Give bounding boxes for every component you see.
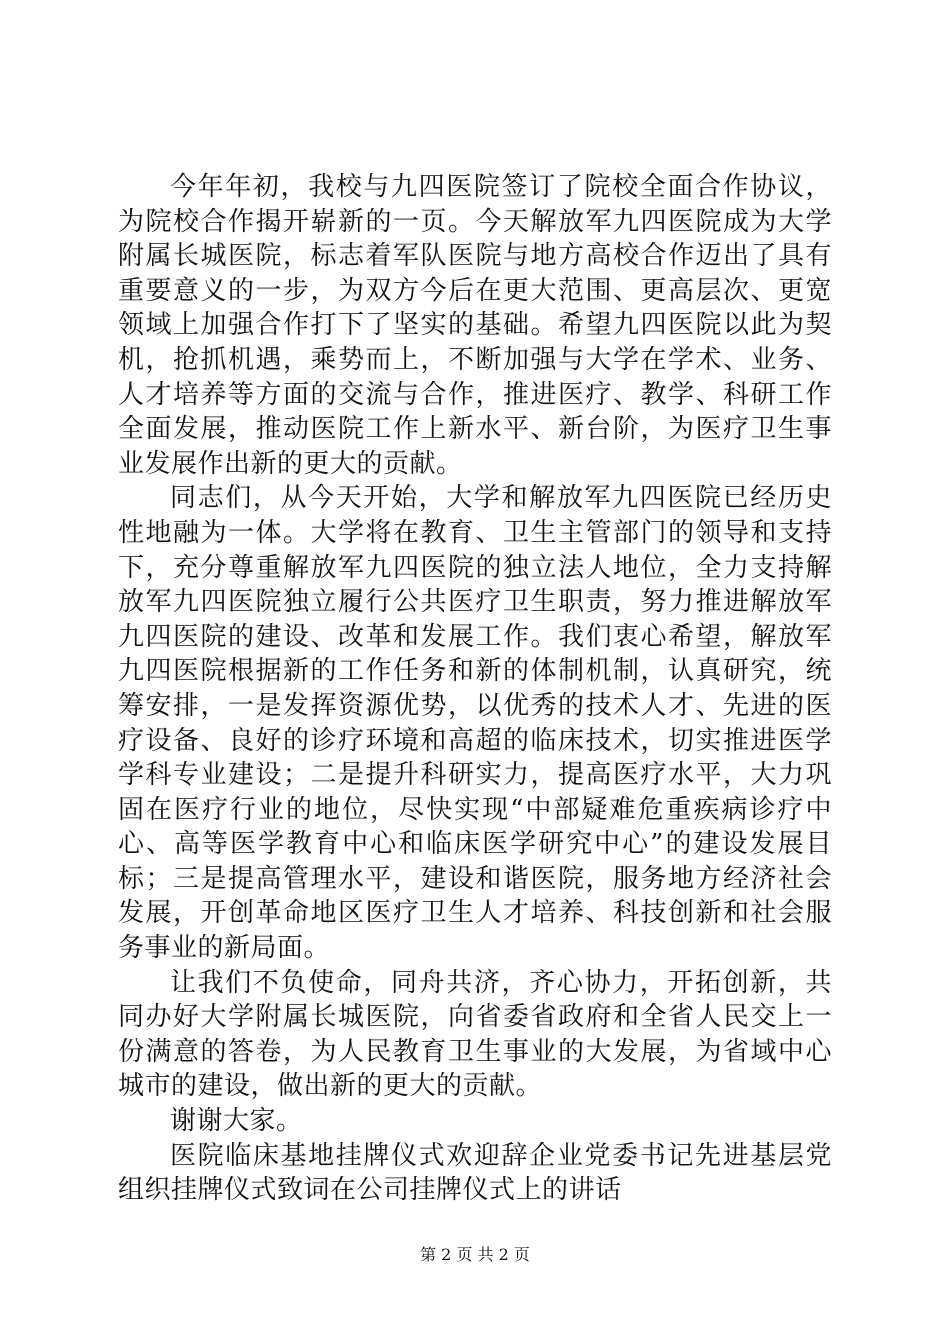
paragraph-mission: 让我们不负使命，同舟共济，齐心协力，开拓创新，共同办好大学附属长城医院，向省委省政府和全省人民交上一份满意的答卷，为人民教育卫生事业的大发展，为省域中心城市的建设，做出新的更大的贡献。 [118,967,832,1102]
paragraph-comrades: 同志们，从今天开始，大学和解放军九四医院已经历史性地融为一体。大学将在教育、卫生主管部门的领导和支持下，充分尊重解放军九四医院的独立法人地位，全力支持解放军九四医院独立履行公共医疗卫生职责，努力推进解放军九四医院的建设、改革和发展工作。我们衷心希望，解放军九四医院根据新的工作任务和新的体制机制，认真研究，统筹安排，一是发挥资源优势，以优秀的技术人才、先进的医疗设备、良好的诊疗环境和高超的临床技术，切实推进医学学科专业建设；二是提升科研实力，提高医疗水平，大力巩固在医疗行业的地位，尽快实现“中部疑难危重疾病诊疗中心、高等医学教育中心和临床医学研究中心”的建设发展目标；三是提高管理水平，建设和谐医院，服务地方经济社会发展，开创革命地区医疗卫生人才培养、科技创新和社会服务事业的新局面。 [118,483,832,964]
paragraph-cooperation: 今年年初，我校与九四医院签订了院校全面合作协议，为院校合作揭开崭新的一页。今天解放军九四医院成为大学附属长城医院，标志着军队医院与地方高校合作迈出了具有重要意义的一步，为双方今后在更大范围、更高层次、更宽领域上加强合作打下了坚实的基础。希望九四医院以此为契机，抢抓机遇，乘势而上，不断加强与大学在学术、业务、人才培养等方面的交流与合作，推进医疗、教学、科研工作全面发展，推动医院工作上新水平、新台阶，为医疗卫生事业发展作出新的更大的贡献。 [118,172,832,479]
page-number-footer: 第 2 页 共 2 页 [420,1245,530,1264]
document-body [118,170,832,1208]
paragraph-thanks: 谢谢大家。 [170,1106,303,1137]
paragraph-related-titles: 医院临床基地挂牌仪式欢迎辞企业党委书记先进基层党组织挂牌仪式致词在公司挂牌仪式上的讲话 [118,1140,832,1206]
